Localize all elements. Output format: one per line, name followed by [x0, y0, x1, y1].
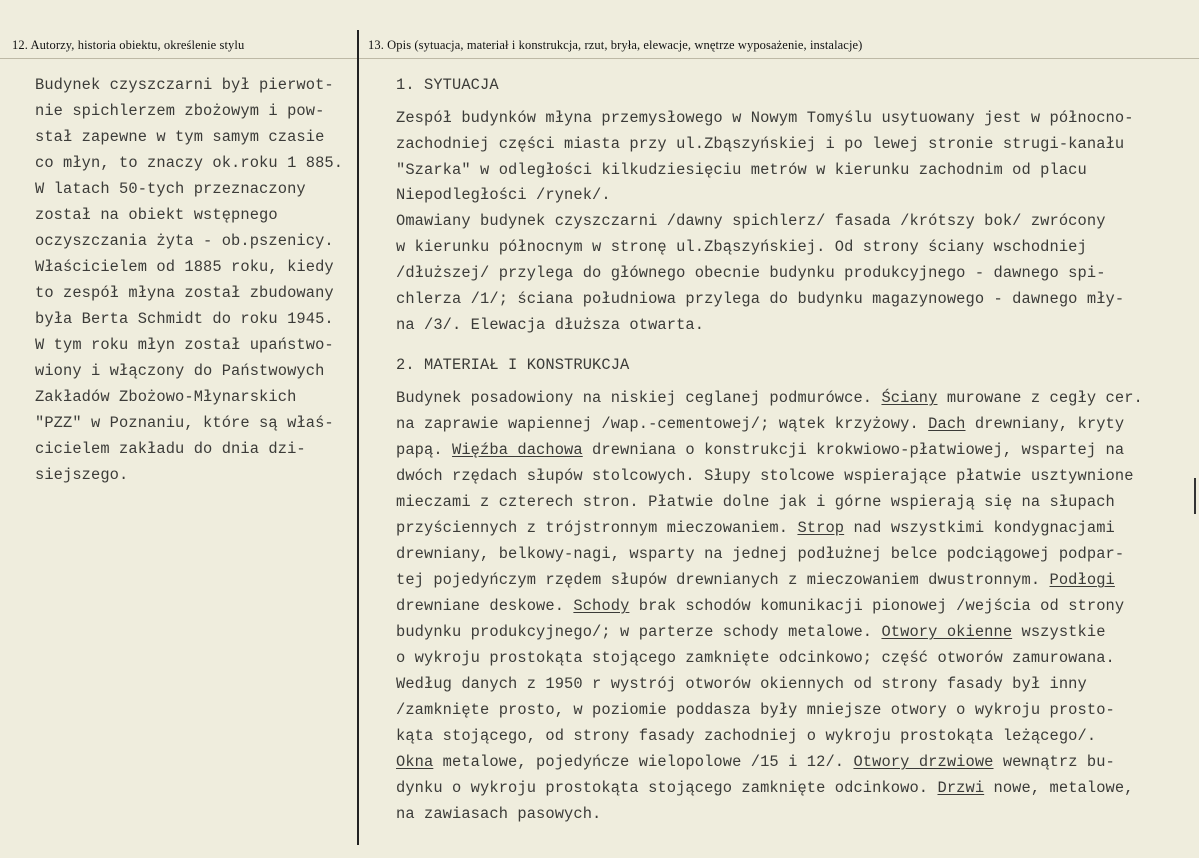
right-text-line	[396, 263, 1106, 283]
text-segment: przyściennych z trójstronnym mieczowaniem.	[396, 519, 798, 537]
left-text-line: co młyn, to znaczy ok.roku 1 885.	[35, 154, 344, 172]
left-text-line: "PZZ" w Poznaniu, które są właś-	[35, 414, 334, 432]
left-text-line: nie spichlerzem zbożowym i pow-	[35, 102, 325, 120]
text-segment: nowe, metalowe,	[984, 779, 1134, 797]
right-text-line	[396, 492, 1115, 512]
right-text-line	[396, 596, 1124, 616]
right-text-line	[396, 289, 1124, 309]
text-segment: murowane z cegły cer.	[937, 389, 1143, 407]
text-segment: Niepodległości /rynek/.	[396, 186, 611, 204]
right-text-line	[396, 622, 1106, 642]
text-segment: na zaprawie wapiennej /wap.-cementowej/; wątek krzyżowy.	[396, 415, 929, 433]
text-segment: drewniana o konstrukcji krokwiowo-płatwiowej, wspartej na	[582, 441, 1125, 459]
right-text-line	[396, 185, 611, 205]
underlined-term: Dach	[928, 415, 966, 433]
right-text-line	[396, 674, 1087, 694]
text-segment: chlerza /1/; ściana południowa przylega do budynku magazynowego - dawnego mły-	[396, 290, 1125, 308]
text-segment: na zawiasach pasowych.	[396, 805, 602, 823]
underlined-term: Okna	[396, 753, 434, 771]
text-segment: o wykroju prostokąta stojącego zamknięte odcinkowo; część otworów zamurowana.	[396, 649, 1115, 667]
left-text-line: oczyszczania żyta - ob.pszenicy.	[35, 232, 334, 250]
underlined-term: Więźba dachowa	[452, 441, 583, 459]
text-segment: drewniany, belkowy-nagi, wsparty na jednej podłużnej belce podciągowej podpar-	[396, 545, 1125, 563]
underlined-term: Strop	[797, 519, 845, 537]
underlined-term: Schody	[573, 597, 630, 615]
right-text-line	[396, 700, 1115, 720]
left-text-line: został na obiekt wstępnego	[35, 206, 278, 224]
text-segment: wewnątrz bu-	[993, 753, 1115, 771]
right-text-line	[396, 440, 1124, 460]
text-segment: drewniane deskowe.	[396, 597, 574, 615]
right-text-line	[396, 570, 1115, 590]
column-divider	[357, 30, 359, 845]
underlined-term: Drzwi	[937, 779, 985, 797]
right-text-line	[396, 211, 1106, 231]
right-text-line	[396, 544, 1124, 564]
text-segment: tej pojedyńczym rzędem słupów drewnianych z mieczowaniem dwustronnym.	[396, 571, 1050, 589]
text-segment: zachodniej części miasta przy ul.Zbąszyńskiej i po lewej stronie strugi-kanału	[396, 135, 1125, 153]
text-segment: Budynek posadowiony na niskiej ceglanej podmurówce.	[396, 389, 882, 407]
right-text-line	[396, 804, 601, 824]
text-segment: wszystkie	[1012, 623, 1106, 641]
left-text-line: Zakładów Zbożowo-Młynarskich	[35, 388, 297, 406]
left-text-line: cicielem zakładu do dnia dzi-	[35, 440, 306, 458]
text-segment: nad wszystkimi kondygnacjami	[844, 519, 1115, 537]
left-text-line: W latach 50-tych przeznaczony	[35, 180, 306, 198]
text-segment: dwóch rzędach słupów stolcowych. Słupy stolcowe wspierające płatwie usztywnione	[396, 467, 1134, 485]
text-segment: Omawiany budynek czyszczarni /dawny spichlerz/ fasada /krótszy bok/ zwrócony	[396, 212, 1106, 230]
text-segment: brak schodów komunikacji pionowej /wejścia od strony	[629, 597, 1125, 615]
text-segment: budynku produkcyjnego/; w parterze schody metalowe.	[396, 623, 882, 641]
underlined-term: Ściany	[881, 389, 938, 407]
right-text-line	[396, 778, 1134, 798]
text-segment: Zespół budynków młyna przemysłowego w Nowym Tomyślu usytuowany jest w północno-	[396, 109, 1134, 127]
left-column-heading: 12. Autorzy, historia obiektu, określenie stylu	[12, 38, 245, 52]
right-text-line	[396, 466, 1134, 486]
left-text-line: wiony i włączony do Państwowych	[35, 362, 325, 380]
right-text-line	[396, 75, 499, 95]
text-segment: /zamknięte prosto, w poziomie poddasza były mniejsze otwory o wykroju prosto-	[396, 701, 1115, 719]
right-text-line	[396, 648, 1115, 668]
left-text-line: to zespół młyna został zbudowany	[35, 284, 334, 302]
underlined-term: Podłogi	[1049, 571, 1115, 589]
left-text-line: Budynek czyszczarni był pierwot-	[35, 76, 334, 94]
right-column-heading: 13. Opis (sytuacja, materiał i konstrukcja, rzut, bryła, elewacje, wnętrze wyposażenie, instalacje)	[368, 38, 863, 52]
header-rule	[0, 58, 1199, 59]
text-segment: kąta stojącego, od strony fasady zachodniej o wykroju prostokąta leżącego/.	[396, 727, 1097, 745]
text-segment: 1. SYTUACJA	[396, 76, 499, 94]
left-text-line: stał zapewne w tym samym czasie	[35, 128, 325, 146]
left-text-line: była Berta Schmidt do roku 1945.	[35, 310, 334, 328]
underlined-term: Otwory okienne	[881, 623, 1013, 641]
right-text-line	[396, 160, 1087, 180]
edge-mark	[1194, 478, 1196, 514]
right-text-line	[396, 752, 1115, 772]
text-segment: dynku o wykroju prostokąta stojącego zamknięte odcinkowo.	[396, 779, 938, 797]
text-segment: Według danych z 1950 r wystrój otworów okiennych od strony fasady był inny	[396, 675, 1087, 693]
right-text-line	[396, 315, 704, 335]
left-text-line: Właścicielem od 1885 roku, kiedy	[35, 258, 334, 276]
text-segment: mieczami z czterech stron. Płatwie dolne jak i górne wspierają się na słupach	[396, 493, 1115, 511]
text-segment: "Szarka" w odległości kilkudziesięciu metrów w kierunku zachodnim od placu	[396, 161, 1087, 179]
text-segment: na /3/. Elewacja dłuższa otwarta.	[396, 316, 705, 334]
text-segment: drewniany, kryty	[965, 415, 1125, 433]
text-segment: papą.	[396, 441, 453, 459]
right-text-line	[396, 355, 629, 375]
left-text-line: W tym roku młyn został upaństwo-	[35, 336, 334, 354]
left-text-line: siejszego.	[35, 466, 129, 484]
right-text-line	[396, 388, 1143, 408]
right-text-line	[396, 726, 1096, 746]
right-text-line	[396, 134, 1124, 154]
text-segment: 2. MATERIAŁ I KONSTRUKCJA	[396, 356, 630, 374]
text-segment: /dłuższej/ przylega do głównego obecnie budynku produkcyjnego - dawnego spi-	[396, 264, 1106, 282]
underlined-term: Otwory drzwiowe	[853, 753, 994, 771]
right-text-line	[396, 237, 1087, 257]
right-text-line	[396, 414, 1124, 434]
right-text-line	[396, 518, 1115, 538]
text-segment: w kierunku północnym w stronę ul.Zbąszyńskiej. Od strony ściany wschodniej	[396, 238, 1087, 256]
right-text-line	[396, 108, 1134, 128]
text-segment: metalowe, pojedyńcze wielopolowe /15 i 12/.	[433, 753, 854, 771]
